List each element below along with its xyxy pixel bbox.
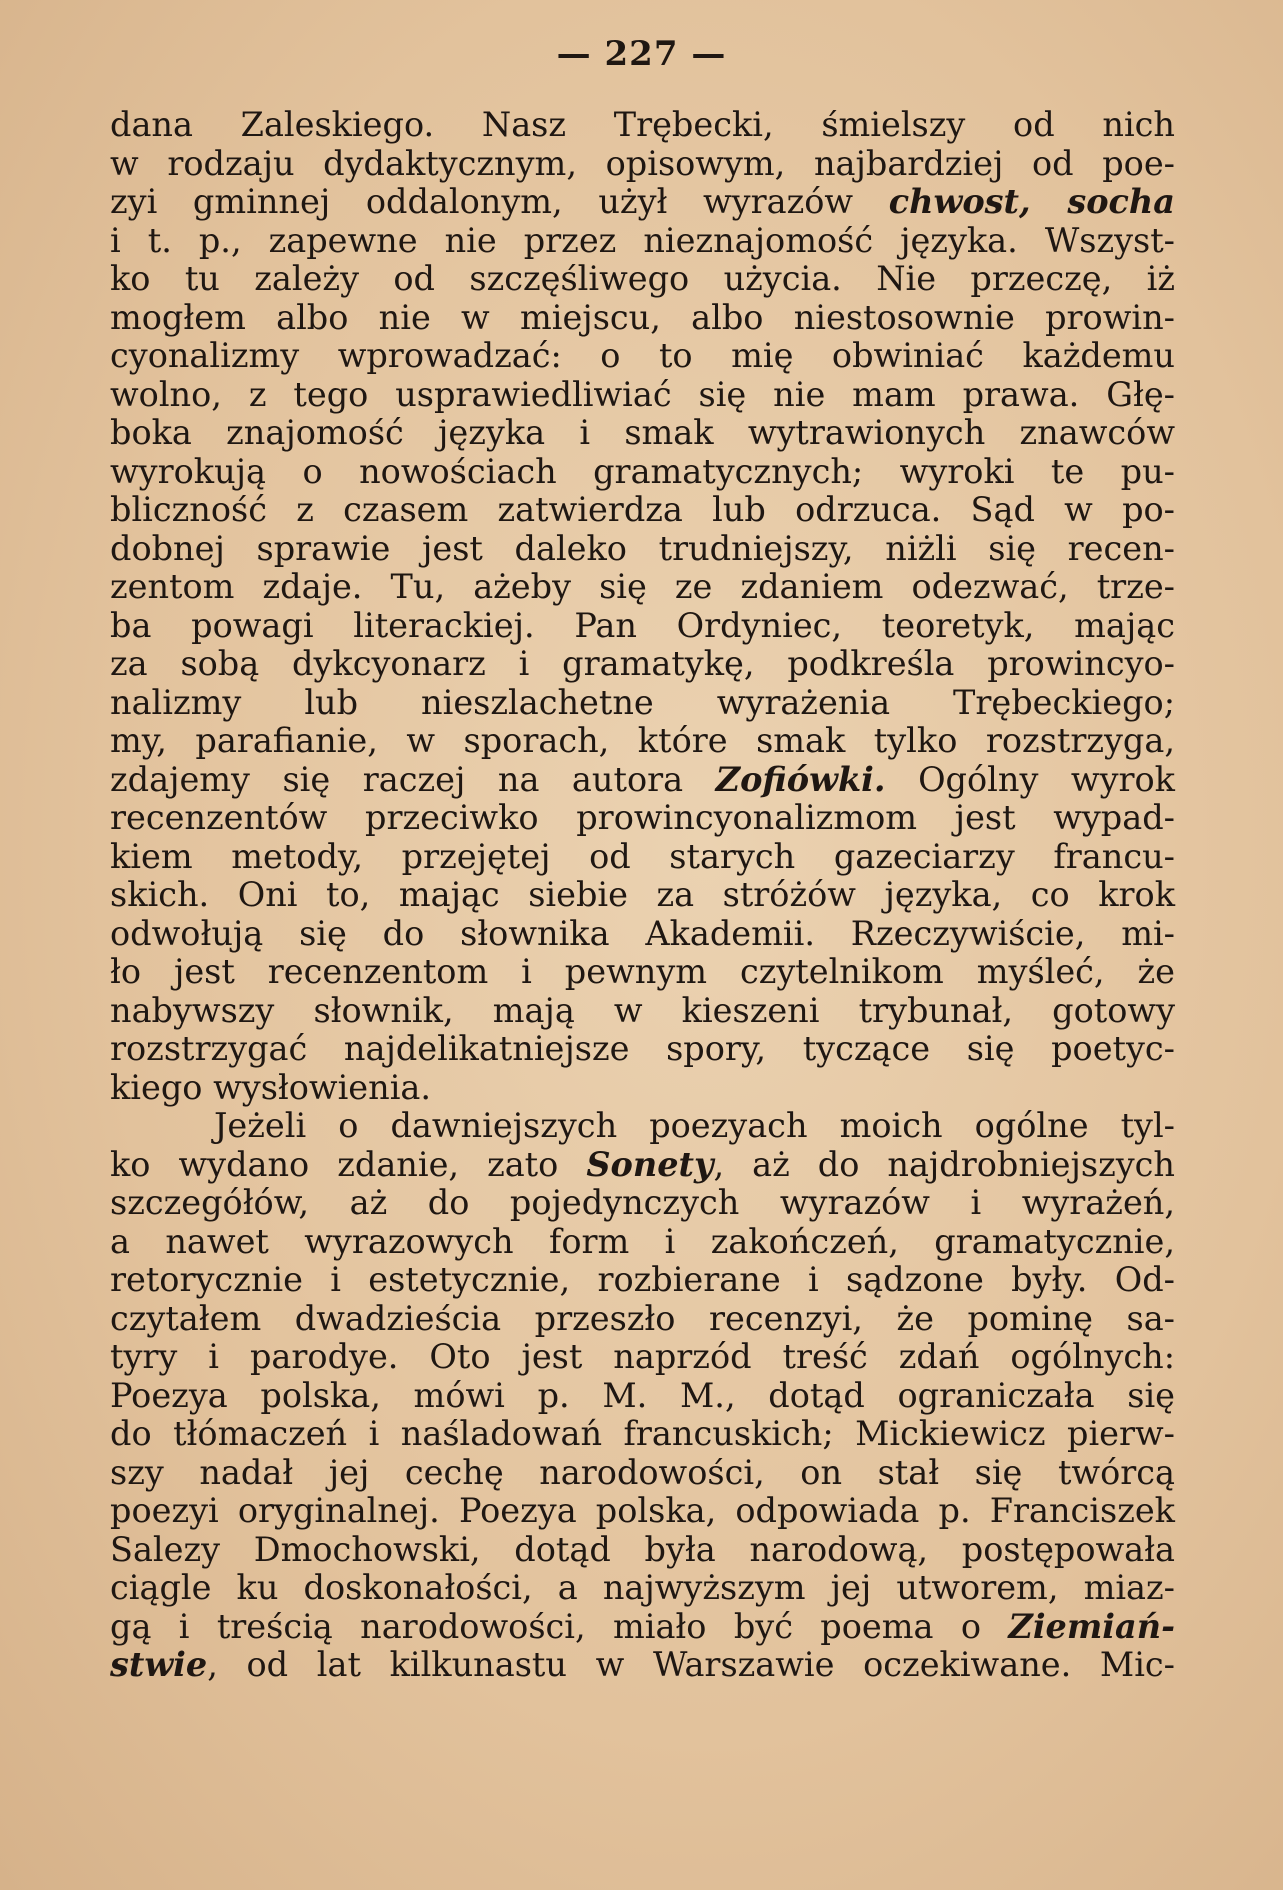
text-line (110, 876, 1175, 915)
text-line (110, 222, 1175, 261)
text-line (110, 1223, 1175, 1262)
text-line (110, 1646, 1175, 1685)
text-line (110, 1030, 1175, 1069)
text-segment: zdajemy się raczej na autora (110, 759, 716, 799)
text-line (110, 568, 1175, 607)
text-line (110, 645, 1175, 684)
text-segment: za sobą dykcyonarz i gramatykę, podkreśla prowincyo- (110, 644, 1175, 683)
text-line (110, 761, 1175, 800)
text-line (110, 1608, 1175, 1647)
text-segment: mogłem albo nie w miejscu, albo niestosownie prowin- (110, 297, 1175, 337)
text-segment: recenzentów przeciwko prowincyonalizmom jest wypad- (110, 798, 1175, 837)
text-segment: szy nadał jej cechę narodowości, on stał się twórcą (110, 1452, 1175, 1492)
text-line (110, 1569, 1175, 1608)
page-number-header: — 227 — (556, 34, 727, 74)
text-line (110, 145, 1175, 184)
text-line (110, 684, 1175, 723)
text-line (110, 915, 1175, 954)
text-line (110, 1454, 1175, 1493)
text-line (110, 1300, 1175, 1339)
text-segment: boka znajomość języka i smak wytrawionych znawców (110, 413, 1175, 452)
text-segment: ba powagi literackiej. Pan Ordyniec, teoretyk, mając (110, 605, 1175, 645)
text-segment: ło jest recenzentom i pewnym czytelnikom myśleć, że (110, 952, 1175, 991)
text-segment: zyi gminnej oddalonym, użył wyrazów (110, 182, 889, 221)
text-line (110, 491, 1175, 530)
text-line (110, 299, 1175, 338)
text-segment: odwołują się do słownika Akademii. Rzeczywiście, mi- (110, 913, 1175, 953)
text-segment: nabywszy słownik, mają w kieszeni trybunał, gotowy (110, 990, 1175, 1030)
text-segment: Salezy Dmochowski, dotąd była narodową, postępowała (110, 1529, 1175, 1569)
text-segment: nalizmy lub nieszlachetne wyrażenia Trębeckiego; (110, 682, 1175, 722)
text-segment: Poezya polska, mówi p. M. M., dotąd ograniczała się (110, 1375, 1175, 1415)
text-segment: do tłómaczeń i naśladowań francuskich; Mickiewicz pierw- (110, 1414, 1175, 1453)
italic-text-segment: Sonety (586, 1144, 714, 1184)
text-segment: retorycznie i estetycznie, rozbierane i sądzone były. Od- (110, 1260, 1175, 1299)
text-line (110, 530, 1175, 569)
text-segment: tyry i parodye. Oto jest naprzód treść zdań ogólnych: (110, 1337, 1175, 1376)
text-line (110, 607, 1175, 646)
text-segment: wolno, z tego usprawiedliwiać się nie mam prawa. Głę- (110, 374, 1175, 414)
text-line (110, 799, 1175, 838)
text-line (110, 1107, 1175, 1146)
text-segment: dana Zaleskiego. Nasz Trębecki, śmielszy od nich (110, 105, 1175, 144)
text-segment: wyrokują o nowościach gramatycznych; wyroki te pu- (110, 451, 1175, 491)
text-line (110, 953, 1175, 992)
text-segment: skich. Oni to, mając siebie za stróżów języka, co krok (110, 875, 1175, 914)
italic-text-segment: Ziemiań- (1008, 1606, 1175, 1646)
text-segment: kiem metody, przejętej od starych gazeciarzy francu- (110, 836, 1175, 876)
text-line (110, 1531, 1175, 1570)
text-segment: czytałem dwadzieścia przeszło recenzyi, że pominę sa- (110, 1298, 1175, 1338)
text-segment: gą i treścią narodowości, miało być poema o (110, 1606, 1009, 1646)
text-segment: ko wydano zdanie, zato (110, 1144, 587, 1184)
text-line (110, 260, 1175, 299)
italic-text-segment: Zofiówki. (715, 759, 886, 799)
text-segment: ciągle ku doskonałości, a najwyższym jej utworem, miaz- (110, 1568, 1175, 1607)
body-text (110, 106, 1175, 1685)
text-segment: kiego wysłowienia. (110, 1067, 432, 1107)
text-line (110, 722, 1175, 761)
text-line (110, 414, 1175, 453)
text-segment: bliczność z czasem zatwierdza lub odrzuca. Sąd w po- (110, 490, 1175, 529)
italic-text-segment: stwie (110, 1645, 208, 1684)
italic-text-segment: chwost, socha (888, 182, 1175, 221)
text-segment: Jeżeli o dawniejszych poezyach moich ogólne tyl- (214, 1106, 1175, 1145)
text-line (110, 1492, 1175, 1531)
text-line (110, 453, 1175, 492)
text-segment: szczegółów, aż do pojedynczych wyrazów i wyrażeń, (110, 1183, 1175, 1222)
text-line (110, 337, 1175, 376)
text-segment: a nawet wyrazowych form i zakończeń, gramatycznie, (110, 1221, 1175, 1261)
text-line (110, 183, 1175, 222)
text-line (110, 838, 1175, 877)
text-line (110, 1069, 1175, 1108)
text-segment: rozstrzygać najdelikatniejsze spory, tyczące się poetyc- (110, 1029, 1175, 1068)
text-segment: w rodzaju dydaktycznym, opisowym, najbardziej od poe- (110, 143, 1175, 183)
text-line (110, 992, 1175, 1031)
text-line (110, 376, 1175, 415)
text-segment: poezyi oryginalnej. Poezya polska, odpowiada p. Franciszek (110, 1491, 1175, 1530)
text-segment: my, parafianie, w sporach, które smak tylko rozstrzyga, (110, 721, 1175, 760)
text-segment: i t. p., zapewne nie przez nieznajomość języka. Wszyst- (110, 220, 1175, 260)
text-segment: cyonalizmy wprowadzać: o to mię obwiniać każdemu (110, 336, 1175, 375)
text-segment: , od lat kilkunastu w Warszawie oczekiwane. Mic- (207, 1645, 1175, 1684)
text-line (110, 1377, 1175, 1416)
text-segment: , aż do najdrobniejszych (713, 1144, 1175, 1184)
text-line (110, 1338, 1175, 1377)
text-line (110, 1184, 1175, 1223)
text-segment: ko tu zależy od szczęśliwego użycia. Nie przeczę, iż (110, 259, 1175, 298)
text-line (110, 1415, 1175, 1454)
text-segment: dobnej sprawie jest daleko trudniejszy, niżli się recen- (110, 528, 1175, 568)
text-line (110, 106, 1175, 145)
text-line (110, 1261, 1175, 1300)
text-line (110, 1146, 1175, 1185)
text-segment: Ogólny wyrok (885, 759, 1175, 799)
text-segment: zentom zdaje. Tu, ażeby się ze zdaniem odezwać, trze- (110, 567, 1175, 606)
